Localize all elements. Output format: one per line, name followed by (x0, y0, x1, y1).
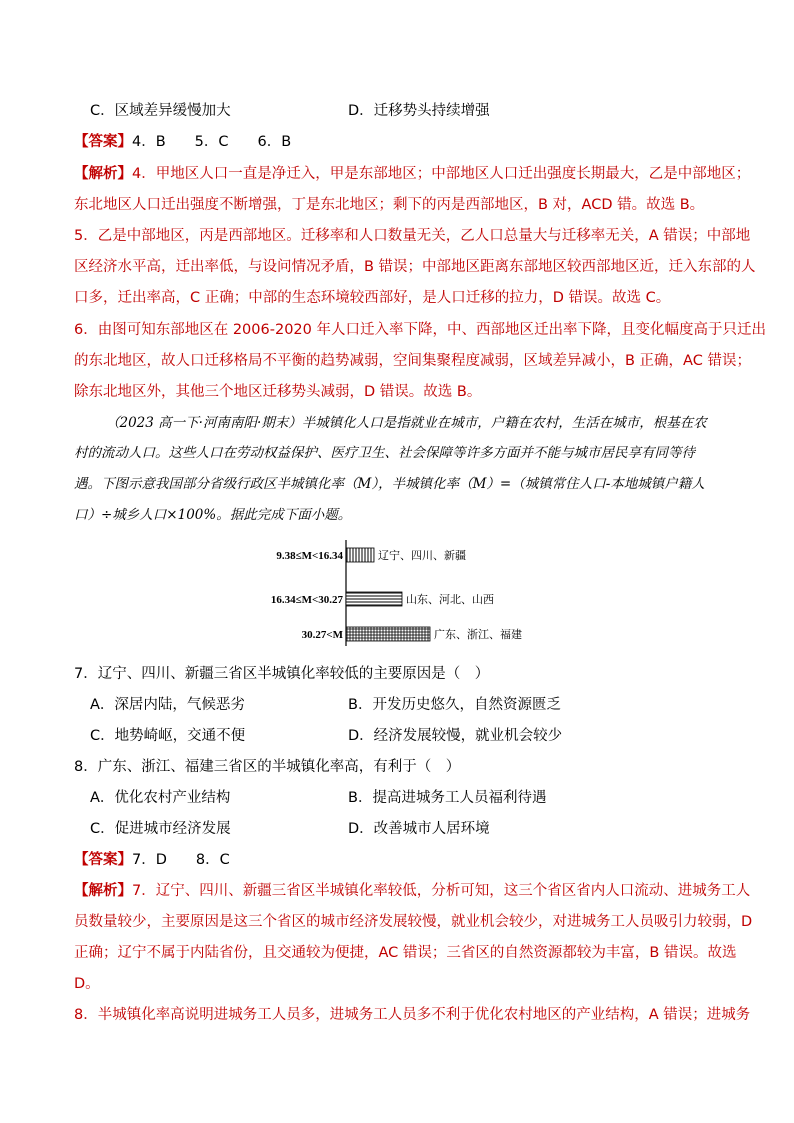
q8-option-d: D．改善城市人居环境 (348, 821, 490, 837)
q7-option-d: D．经济发展较慢，就业机会较少 (348, 728, 563, 744)
analysis-line: 口多，迁出率高，C 正确；中部的生态环境较西部好，是人口迁移的拉力，D 错误。故选 C。 (74, 290, 671, 306)
q8-option-b: B．提高进城务工人员福利待遇 (348, 790, 547, 806)
category-label: 16.34≤M<30.27 (270, 594, 343, 606)
analysis-line: 的东北地区，故人口迁移格局不平衡的趋势减弱，空间集聚程度减弱，区域差异减小，B 正确，AC 错误； (74, 353, 751, 369)
q7-option-a: A．深居内陆，气候恶劣 (90, 697, 245, 713)
answer-text: 7．D 8．C (132, 852, 230, 868)
q6-option-c: C．区域差异缓慢加大 (90, 103, 231, 119)
answer-tag: 【答案】 (74, 852, 132, 868)
analysis-line: D。 (74, 976, 100, 992)
analysis-text: 7．辽宁、四川、新疆三省区半城镇化率较低，分析可知，这三个省区省内人口流动、进城务工人 (132, 883, 751, 899)
analysis-line (74, 164, 751, 184)
analysis-line: 员数量较少，主要原因是这三个省区的城市经济发展较慢，就业机会较少，对进城务工人员吸引力较弱，D (74, 914, 753, 930)
intro-line: 口）÷城乡人口×100%。据此完成下面小题。 (74, 507, 352, 523)
data-label: 广东、浙江、福建 (434, 628, 522, 641)
q8-option-a: A．优化农村产业结构 (90, 790, 231, 806)
analysis-line (74, 881, 751, 901)
answer-tag: 【答案】 (74, 134, 132, 150)
answer-line-1 (74, 132, 734, 152)
half-urbanization-chart (250, 538, 570, 648)
intro-line: 村的流动人口。这些人口在劳动权益保护、医疗卫生、社会保障等许多方面并不能与城市居民享有同等待 (74, 445, 695, 461)
analysis-text: 4．甲地区人口一直是净迁入，甲是东部地区；中部地区人口迁出强度长期最大，乙是中部地区； (132, 166, 751, 182)
q6-option-d: D．迁移势头持续增强 (348, 103, 490, 119)
answer-line-2 (74, 850, 734, 870)
analysis-line: 6．由图可知东部地区在 2006-2020 年人口迁入率下降，中、西部地区迁出率下降，且变化幅度高于只迁出 (74, 322, 766, 338)
data-label: 山东、河北、山西 (406, 593, 494, 606)
answer-text: 4．B 5．C 6．B (132, 134, 292, 150)
bar (346, 592, 402, 606)
analysis-line: 5．乙是中部地区，丙是西部地区。迁移率和人口数量无关，乙人口总量大与迁移率无关，A 错误；中部地 (74, 228, 751, 244)
bar (346, 548, 374, 562)
category-label: 30.27<M (301, 629, 343, 641)
analysis-line: 8．半城镇化率高说明进城务工人员多，进城务工人员多不利于优化农村地区的产业结构，A 错误；进城务 (74, 1007, 751, 1023)
q7-stem: 7．辽宁、四川、新疆三省区半城镇化率较低的主要原因是（ ） (74, 666, 490, 682)
intro-line: 遇。下图示意我国部分省级行政区半城镇化率（M），半城镇化率（M）=（城镇常住人口-本地城镇户籍人 (74, 476, 705, 492)
q7-option-b: B．开发历史悠久，自然资源匮乏 (348, 697, 561, 713)
analysis-line: 区经济水平高，迁出率低，与设问情况矛盾，B 错误；中部地区距离东部地区较西部地区近，迁入东部的人 (74, 259, 756, 275)
intro-line: （2023 高一下·河南南阳·期末）半城镇化人口是指就业在城市，户籍在农村，生活在城市，根基在农 (106, 415, 707, 431)
data-label: 辽宁、四川、新疆 (378, 549, 466, 562)
q7-option-c: C．地势崎岖，交通不便 (90, 728, 246, 744)
category-label: 9.38≤M<16.34 (276, 550, 343, 562)
analysis-line: 东北地区人口迁出强度不断增强，丁是东北地区；剩下的丙是西部地区，B 对，ACD 错。故选 B。 (74, 197, 705, 213)
analysis-tag: 【解析】 (74, 883, 132, 899)
analysis-tag: 【解析】 (74, 166, 132, 182)
analysis-line: 除东北地区外，其他三个地区迁移势头减弱，D 错误。故选 B。 (74, 384, 482, 400)
analysis-line: 正确；辽宁不属于内陆省份，且交通较为便捷，AC 错误；三省区的自然资源都较为丰富，B 错误。故选 (74, 945, 737, 961)
q8-stem: 8．广东、浙江、福建三省区的半城镇化率高，有利于（ ） (74, 759, 461, 775)
q8-option-c: C．促进城市经济发展 (90, 821, 231, 837)
bar (346, 627, 430, 641)
